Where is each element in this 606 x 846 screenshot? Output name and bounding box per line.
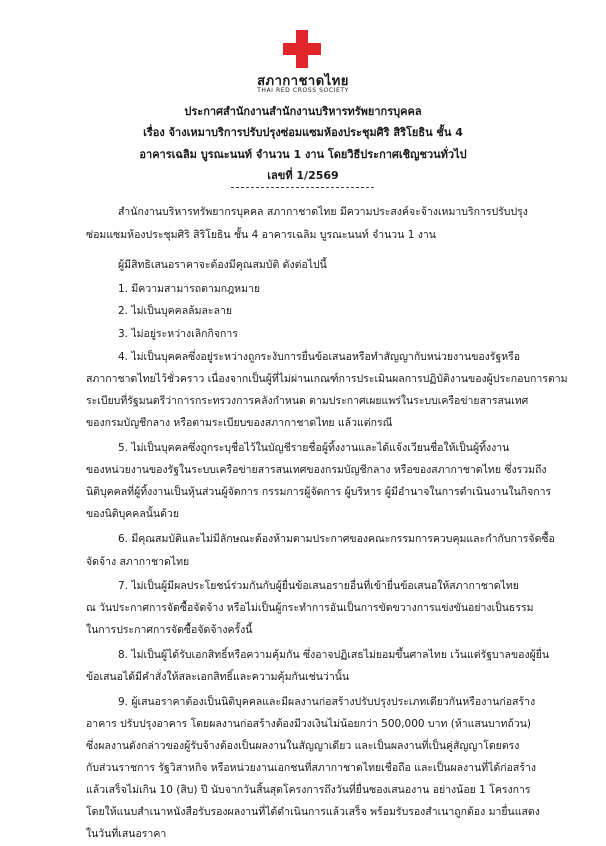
list-item-cont: แล้วเสร็จไม่เกิน 10 (สิบ) ปี นับจากวันสิ้นสุดโครงการถึงวันที่ยื่นซองเสนองาน อย่างน้อย 1 โครงการ [86,784,531,796]
list-item-cont: อาคาร ปรับปรุงอาคาร โดยผลงานก่อสร้างต้องมีวงเงินไม่น้อยกว่า 500,000 บาท (ห้าแสนบาทถ้วน) [86,718,532,730]
intro-line: ซ่อมแซมห้องประชุมศิริ สิริโยธิน ชั้น 4 อาคารเฉลิม บูรณะนนท์ จำนวน 1 งาน [86,229,436,241]
list-item-cont: โดยให้แนบสำเนาหนังสือรับรองผลงานที่ได้ดำเนินการแล้วเสร็จ พร้อมรับรองสำเนาถูกต้อง มายื่นแสดง [86,806,540,818]
list-item: 7. ไม่เป็นผู้มีผลประโยชน์ร่วมกันกับผู้ยื่นข้อเสนอรายอื่นที่เข้ายื่นข้อเสนอให้สภากาชาดไทย [118,580,519,592]
list-item: 2. ไม่เป็นบุคคลล้มละลาย [118,305,233,317]
list-item: 9. ผู้เสนอราคาต้องเป็นนิติบุคคลและมีผลงานก่อสร้างปรับปรุงประเภทเดียวกันหรืองานก่อสร้าง [118,696,536,708]
list-item-cont: จัดจ้าง สภากาชาดไทย [86,556,190,568]
list-item: 1. มีความสามารถตามกฎหมาย [118,283,261,295]
list-item-cont: กับส่วนราชการ รัฐวิสาหกิจ หรือหน่วยงานเอกชนที่สภากาชาดไทยเชื่อถือ และเป็นผลงานที่ได้ก่อสร้าง [86,762,537,774]
list-item: 6. มีคุณสมบัติและไม่มีลักษณะต้องห้ามตามประกาศของคณะกรรมการควบคุมและกำกับการจัดซื้อ [118,533,555,545]
red-cross-icon [283,30,321,68]
list-item-cont: สภากาชาดไทยไว้ชั่วคราว เนื่องจากเป็นผู้ที่ไม่ผ่านเกณฑ์การประเมินผลการปฏิบัติงานของผู้ประกอบการตาม [86,373,568,385]
qualification-heading: ผู้มีสิทธิเสนอราคาจะต้องมีคุณสมบัติ ดังต่อไปนี้ [118,259,327,271]
list-item-cont: ระเบียบที่รัฐมนตรีว่าการกระทรวงการคลังกำหนด ตามประกาศเผยแพร่ในระบบเครือข่ายสารสนเทศ [86,395,529,407]
list-item-cont: ข้อเสนอได้มีคำสั่งให้สละเอกสิทธิ์และความคุ้มกันเช่นว่านั้น [86,671,350,683]
document-number: เลขที่ 1/2569 [267,169,339,182]
list-item: 4. ไม่เป็นบุคคลซึ่งอยู่ระหว่างถูกระงับการยื่นข้อเสนอหรือทำสัญญากับหน่วยงานของรัฐหรือ [118,351,521,363]
list-item: 8. ไม่เป็นผู้ได้รับเอกสิทธิ์หรือความคุ้มกัน ซึ่งอาจปฏิเสธไม่ยอมขึ้นศาลไทย เว้นแต่รัฐบาลของผู้ยื่น [118,649,550,661]
intro-line: สำนักงานบริหารทรัพยากรบุคคล สภากาชาดไทย มีความประสงค์จะจ้างเหมาบริการปรับปรุง [118,206,528,218]
divider [231,187,374,188]
subject-line-2: อาคารเฉลิม บูรณะนนท์ จำนวน 1 งาน โดยวิธีประกาศเชิญชวนทั่วไป [139,148,467,161]
list-item: 5. ไม่เป็นบุคคลซึ่งถูกระบุชื่อไว้ในบัญชีรายชื่อผู้ทิ้งงานและได้แจ้งเวียนชื่อให้เป็นผู้ทิ้งงาน [118,442,510,454]
list-item-cont: ในวันที่เสนอราคา [86,828,167,840]
subject-line: เรื่อง จ้างเหมาบริการปรับปรุงซ่อมแซมห้องประชุมศิริ สิริโยธิน ชั้น 4 [143,126,463,139]
list-item-cont: ของกรมบัญชีกลาง หรือตามระเบียบของสภากาชาดไทย แล้วแต่กรณี [86,417,393,429]
announcement-title: ประกาศสำนักงานสำนักงานบริหารทรัพยากรบุคคล [184,105,422,118]
list-item-cont: ซึ่งผลงานดังกล่าวของผู้รับจ้างต้องเป็นผลงานในสัญญาเดียว และเป็นผลงานที่เป็นคู่สัญญาโดยตรง [86,740,520,752]
list-item-cont: ณ วันประกาศการจัดซื้อจัดจ้าง หรือไม่เป็นผู้กระทำการอันเป็นการขัดขวางการแข่งขันอย่างเป็นธรรม [86,602,534,614]
list-item: 3. ไม่อยู่ระหว่างเลิกกิจการ [118,328,238,340]
list-item-cont: ของหน่วยงานของรัฐในระบบเครือข่ายสารสนเทศของกรมบัญชีกลาง หรือของสภากาชาดไทย ซึ่งรวมถึง [86,464,547,476]
list-item-cont: ของนิติบุคคลนั้นด้วย [86,508,179,520]
org-name-en: THAI RED CROSS SOCIETY [257,87,349,94]
list-item-cont: นิติบุคคลที่ผู้ทิ้งงานเป็นหุ้นส่วนผู้จัดการ กรรมการผู้จัดการ ผู้บริหาร ผู้มีอำนาจในการดำเนินงานในกิจการ [86,486,552,498]
org-name-th: สภากาชาดไทย [257,74,349,89]
list-item-cont: ในการประกาศการจัดซื้อจัดจ้างครั้งนี้ [86,624,253,636]
